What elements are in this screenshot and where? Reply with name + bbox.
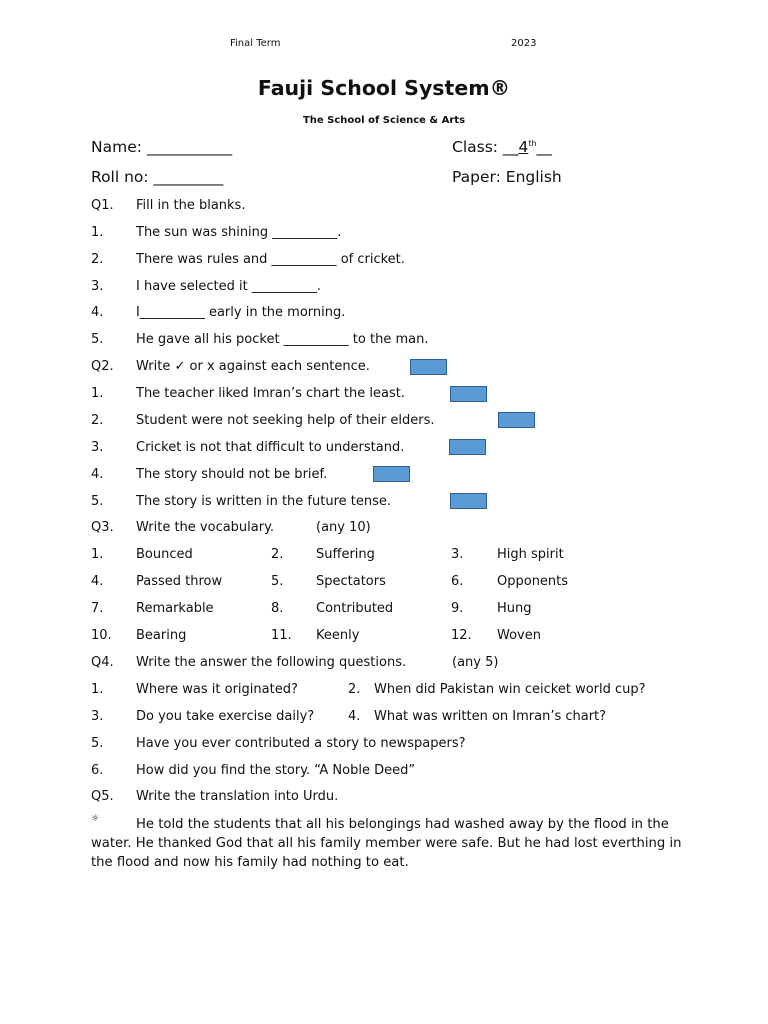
q2-item-number: 3.: [91, 440, 104, 455]
q2-item-number: 2.: [91, 413, 104, 428]
paper-field: Paper: English: [452, 168, 562, 186]
q2-heading: [136, 359, 370, 374]
q4-item-number: 4.: [348, 709, 361, 724]
sun-bullet-icon: ☼: [91, 814, 100, 824]
vocab-number: 11.: [271, 628, 292, 643]
vocab-number: 8.: [271, 601, 284, 616]
q2-heading-end: or x against each sentence.: [189, 359, 370, 374]
q5-number: Q5.: [91, 789, 114, 804]
vocab-word: Remarkable: [136, 601, 214, 616]
year-label: 2023: [511, 38, 537, 49]
q2-item-number: 4.: [91, 467, 104, 482]
q1-item-text: There was rules and __________ of cricket.: [136, 252, 405, 267]
q1-heading: Fill in the blanks.: [136, 198, 246, 213]
q4-item-text: Do you take exercise daily?: [136, 709, 315, 724]
vocab-number: 10.: [91, 628, 112, 643]
vocab-number: 1.: [91, 547, 104, 562]
q1-item-text: He gave all his pocket __________ to the man.: [136, 332, 429, 347]
q2-item-text: The story should not be brief.: [136, 467, 328, 482]
answer-box[interactable]: [498, 412, 535, 428]
q4-item-text: When did Pakistan win ceicket world cup?: [374, 682, 646, 697]
q4-item-number: 3.: [91, 709, 104, 724]
term-label: Final Term: [230, 38, 281, 49]
class-tail: __: [536, 138, 553, 156]
q4-item-text: Have you ever contributed a story to newspapers?: [136, 736, 466, 751]
translation-text: He told the students that all his belongings had washed away by the flood in the water. He thanked God that all his family member were safe. But he had lost everthing in the flood and now his family had nothing to eat.: [91, 817, 682, 870]
q2-item-text: The teacher liked Imran’s chart the least.: [136, 386, 405, 401]
q2-number: Q2.: [91, 359, 114, 374]
vocab-word: Bounced: [136, 547, 193, 562]
vocab-number: 2.: [271, 547, 284, 562]
q1-item-number: 3.: [91, 279, 104, 294]
vocab-word: Woven: [497, 628, 541, 643]
vocab-word: Contributed: [316, 601, 394, 616]
vocab-number: 4.: [91, 574, 104, 589]
q1-item-number: 1.: [91, 225, 104, 240]
answer-box[interactable]: [373, 466, 410, 482]
q2-item-text: Cricket is not that difficult to understand.: [136, 440, 405, 455]
q4-item-number: 5.: [91, 736, 104, 751]
q4-item-text: How did you find the story. “A Noble Deed”: [136, 763, 416, 778]
q1-item-number: 4.: [91, 305, 104, 320]
vocab-word: Suffering: [316, 547, 375, 562]
vocab-word: Bearing: [136, 628, 187, 643]
vocab-word: Keenly: [316, 628, 360, 643]
q3-heading: Write the vocabulary.: [136, 520, 275, 535]
vocab-word: High spirit: [497, 547, 564, 562]
q2-item-text: Student were not seeking help of their elders.: [136, 413, 435, 428]
class-suffix: th: [528, 139, 537, 148]
q3-number: Q3.: [91, 520, 114, 535]
q2-item-text: The story is written in the future tense.: [136, 494, 392, 509]
q2-item-number: 1.: [91, 386, 104, 401]
q1-item-text: I have selected it __________.: [136, 279, 321, 294]
vocab-word: Opponents: [497, 574, 569, 589]
q4-item-text: What was written on Imran’s chart?: [374, 709, 607, 724]
vocab-word: Spectators: [316, 574, 386, 589]
q1-number: Q1.: [91, 198, 114, 213]
answer-box[interactable]: [450, 493, 487, 509]
q4-item-number: 6.: [91, 763, 104, 778]
q2-item-number: 5.: [91, 494, 104, 509]
answer-box[interactable]: [450, 386, 487, 402]
roll-no-field: Roll no: _________: [91, 168, 224, 186]
school-name: Fauji School System®: [257, 76, 511, 100]
q4-item-number: 2.: [348, 682, 361, 697]
q2-heading-start: Write: [136, 359, 171, 374]
q4-item-text: Where was it originated?: [136, 682, 298, 697]
vocab-word: Hung: [497, 601, 532, 616]
answer-box[interactable]: [410, 359, 447, 375]
school-tagline: The School of Science & Arts: [302, 115, 466, 126]
q1-item-number: 5.: [91, 332, 104, 347]
vocab-number: 12.: [451, 628, 472, 643]
q4-note: (any 5): [452, 655, 499, 670]
translation-paragraph: [91, 815, 691, 872]
q3-note: (any 10): [316, 520, 371, 535]
class-field: [452, 138, 552, 156]
q1-item-number: 2.: [91, 252, 104, 267]
vocab-number: 5.: [271, 574, 284, 589]
checkmark-icon: ✓: [174, 359, 186, 374]
vocab-word: Passed throw: [136, 574, 223, 589]
answer-box[interactable]: [449, 439, 486, 455]
q1-item-text: I__________ early in the morning.: [136, 305, 346, 320]
vocab-number: 9.: [451, 601, 464, 616]
q4-number: Q4.: [91, 655, 114, 670]
vocab-number: 7.: [91, 601, 104, 616]
q1-item-text: The sun was shining __________.: [136, 225, 342, 240]
q4-item-number: 1.: [91, 682, 104, 697]
vocab-number: 6.: [451, 574, 464, 589]
class-value: 4: [518, 138, 529, 156]
class-label: Class: __: [452, 138, 519, 156]
name-field: Name: ___________: [91, 138, 233, 156]
vocab-number: 3.: [451, 547, 464, 562]
q5-heading: Write the translation into Urdu.: [136, 789, 339, 804]
q4-heading: Write the answer the following questions.: [136, 655, 407, 670]
